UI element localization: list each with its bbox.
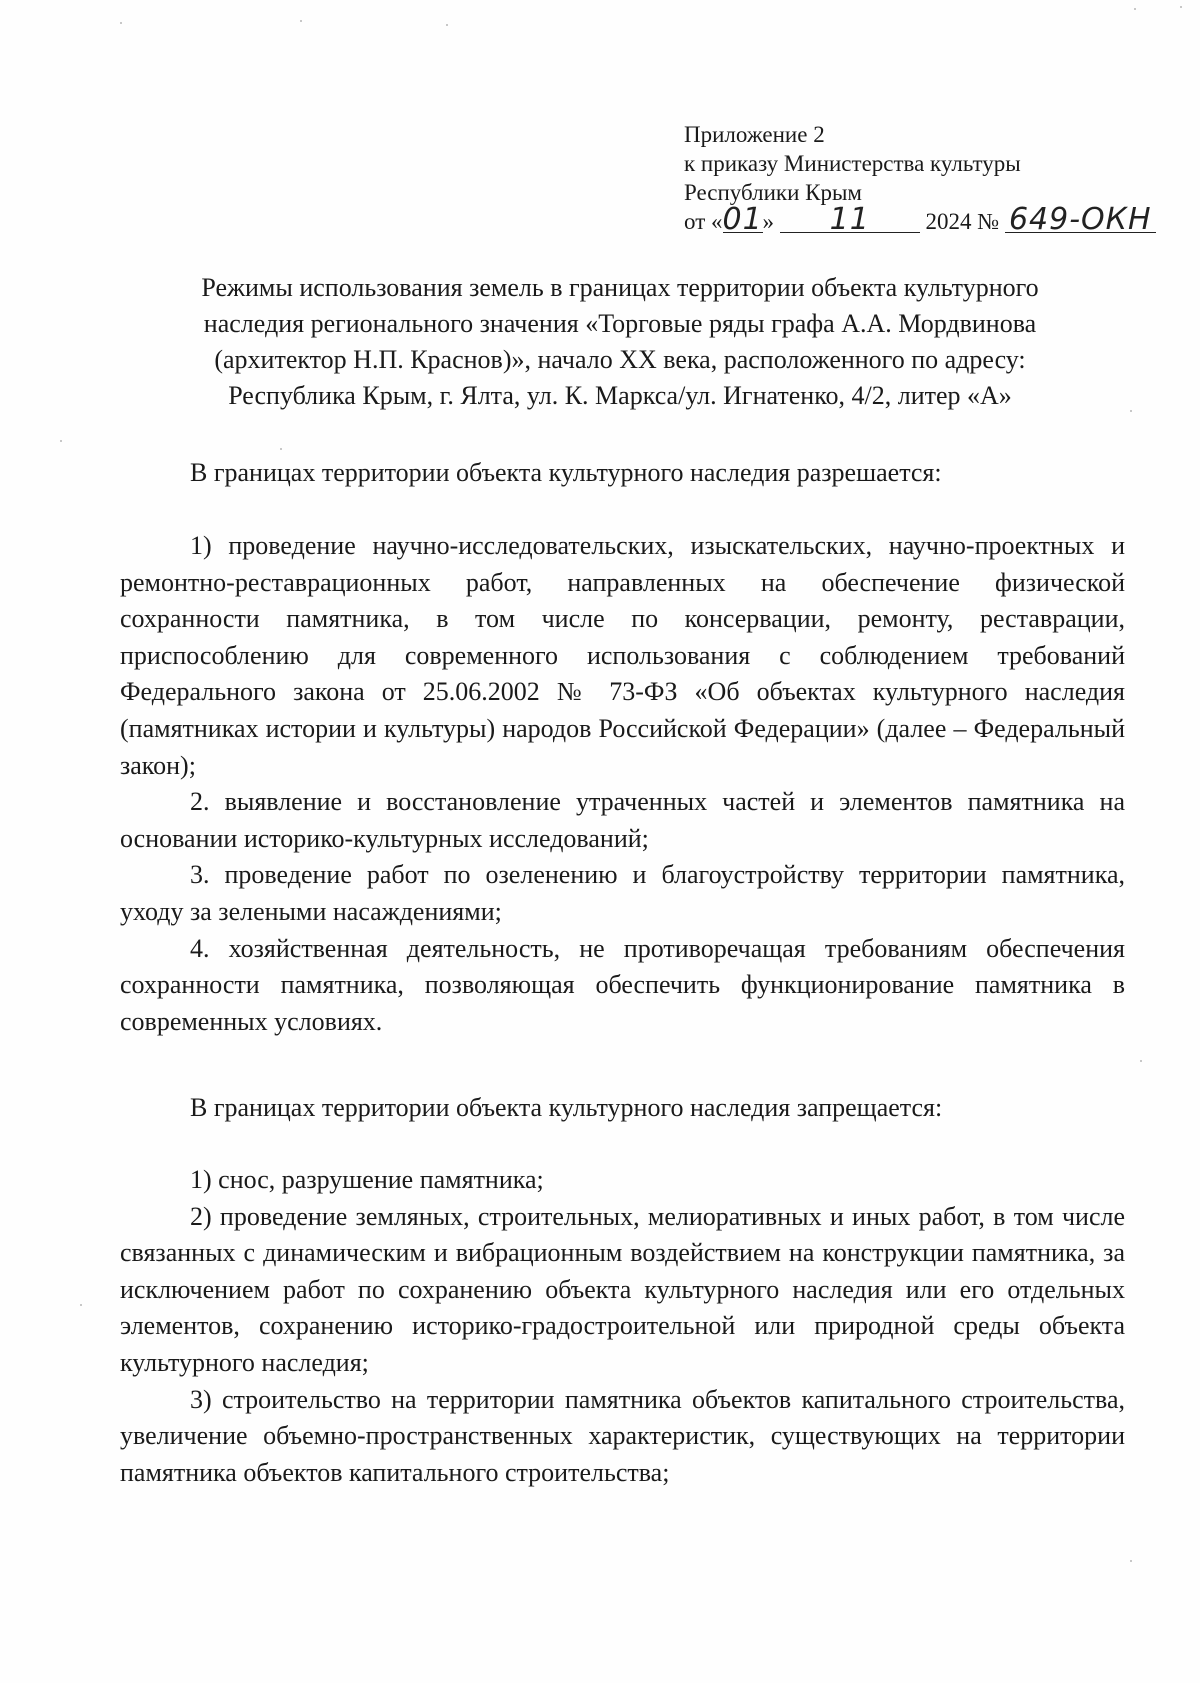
date-month: 11 [780, 208, 920, 233]
title-line: наследия регионального значения «Торговые ряды графа А.А. Мордвинова [203, 309, 1037, 338]
scan-speck [1134, 8, 1136, 10]
forbidden-item: 2) проведение земляных, строительных, мелиоративных и иных работ, в том числе связанных с динамическим и вибрационным воздействием на конструкции памятника, за исключением работ по сохранению объекта культурного наследия или его отдельных элементов, сохранению историко-градостроительной или природной среды объекта культурного наследия; [120, 1201, 1125, 1377]
appendix-title: Приложение 2 [684, 122, 825, 147]
document-title [120, 270, 1120, 414]
scan-speck [446, 24, 448, 26]
appendix-block [684, 120, 1152, 237]
scan-speck [1140, 1060, 1142, 1062]
appendix-order-ref: к приказу Министерства культуры [684, 151, 1021, 176]
scan-speck [280, 448, 282, 450]
appendix-date-line [684, 202, 1152, 237]
scan-speck [120, 22, 122, 24]
appendix-republic: Республики Крым [684, 180, 862, 205]
allowed-item: 4. хозяйственная деятельность, не противоречащая требованиям обеспечения сохранности памятника, позволяющая обеспечить функционирование памятника в современных условиях. [120, 933, 1125, 1036]
allowed-list [120, 528, 1125, 1040]
scan-speck [1180, 6, 1182, 8]
order-number: 649-ОКН [1005, 208, 1156, 233]
title-line: Республика Крым, г. Ялта, ул. К. Маркса/ул. Игнатенко, 4/2, литер «А» [228, 381, 1012, 410]
forbidden-item: 1) снос, разрушение памятника; [190, 1165, 544, 1194]
allowed-heading: В границах территории объекта культурного наследия разрешается: [190, 458, 942, 487]
allowed-item: 1) проведение научно-исследовательских, изыскательских, научно-проектных и ремонтно-реставрационных работ, направленных на обеспечение физической сохранности памятника, в том числе по консервации, ремонту, реставрации, приспособлению для современного использования с соблюдением требований Федерального закона от 25.06.2002 № 73-ФЗ «Об объектах культурного наследия (памятниках истории и культуры) народов Российской Федерации» (далее – Федеральный закон); [120, 531, 1125, 780]
forbidden-item: 3) строительство на территории памятника объектов капитального строительства, увеличение объемно-пространственных характеристик, существующих на территории памятника объектов капитального строительства; [120, 1384, 1125, 1487]
scan-speck [1130, 410, 1132, 412]
scan-speck [60, 440, 62, 442]
forbidden-list [120, 1162, 1125, 1491]
allowed-item: 3. проведение работ по озеленению и благоустройству территории памятника, уходу за зелеными насаждениями; [120, 860, 1125, 926]
date-year: 2024 № [925, 209, 1000, 234]
scan-speck [80, 1304, 82, 1306]
allowed-item: 2. выявление и восстановление утраченных частей и элементов памятника на основании историко-культурных исследований; [120, 787, 1125, 853]
scan-speck [1130, 1560, 1132, 1562]
scan-speck [300, 20, 302, 22]
date-prefix: от « [684, 209, 723, 234]
date-mid: » [762, 209, 774, 234]
forbidden-heading: В границах территории объекта культурного наследия запрещается: [190, 1093, 943, 1122]
title-line: (архитектор Н.П. Краснов)», начало XX века, расположенного по адресу: [214, 345, 1026, 374]
title-line: Режимы использования земель в границах территории объекта культурного [201, 273, 1039, 302]
date-day: 01 [722, 202, 763, 237]
